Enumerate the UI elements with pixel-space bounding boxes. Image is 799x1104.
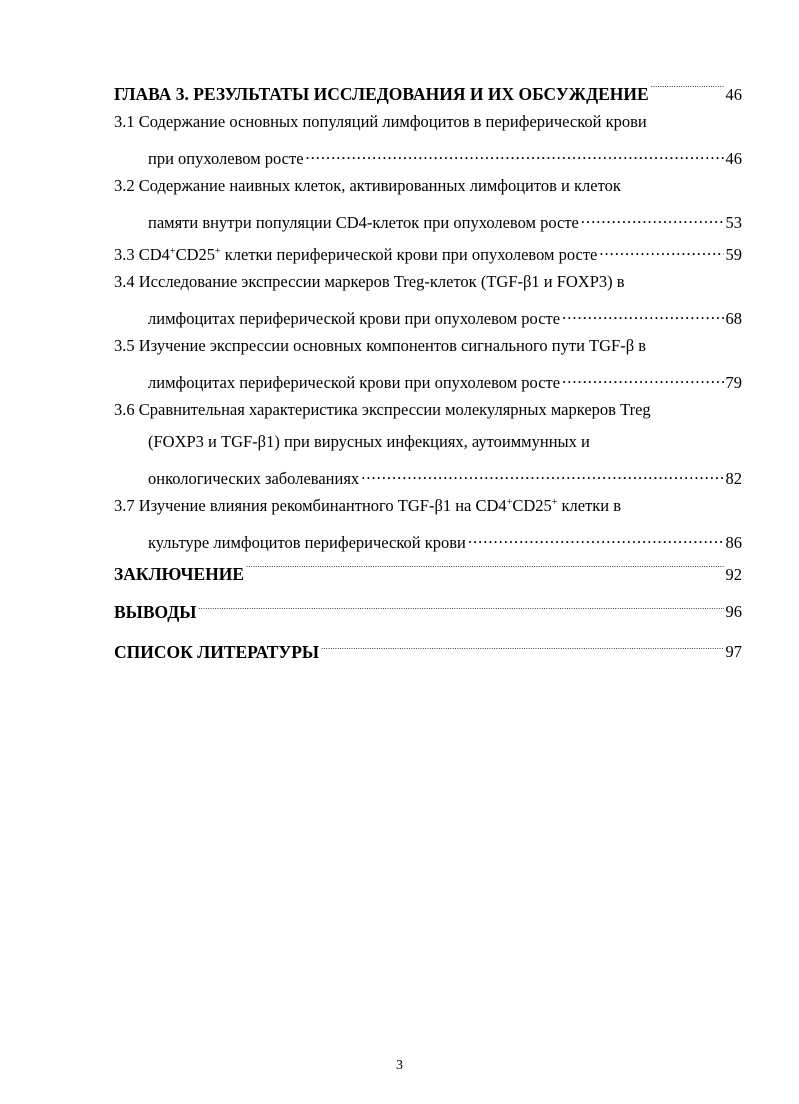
toc-entry-3-3[interactable] [114, 240, 742, 272]
toc-label-line: памяти внутри популяции CD4-клеток при опухолевом росте [148, 212, 579, 232]
leader-dots [246, 560, 723, 580]
toc-label-line: (FOXP3 и TGF-β1) при вирусных инфекциях, аутоиммунных и [148, 432, 590, 451]
toc-page: 86 [725, 532, 742, 552]
toc-page: 82 [725, 468, 742, 488]
toc-label: ВЫВОДЫ [114, 601, 197, 622]
leader-dots [321, 642, 723, 662]
toc-entry-3-7[interactable] [114, 496, 742, 560]
toc-label-line: 3.5 Изучение экспрессии основных компонентов сигнального пути TGF-β в [114, 336, 647, 355]
toc-label-line: лимфоцитах периферической крови при опухолевом росте [148, 372, 561, 392]
table-of-contents [114, 80, 742, 672]
toc-entry-references[interactable] [114, 632, 742, 672]
toc-label-line: 3.2 Содержание наивных клеток, активированных лимфоцитов и клеток [114, 176, 621, 195]
toc-page: 92 [725, 564, 742, 584]
toc-label-line: лимфоцитах периферической крови при опухолевом росте [148, 308, 561, 328]
toc-entry-3-6[interactable] [114, 400, 742, 496]
toc-entry-3-2[interactable] [114, 176, 742, 240]
toc-page: 79 [725, 372, 742, 392]
toc-page: 59 [725, 244, 742, 264]
leader-dots [581, 208, 724, 228]
leader-dots [199, 602, 724, 622]
toc-label-line: онкологических заболеваниях [148, 468, 360, 488]
leader-dots [599, 240, 723, 260]
toc-entry-3-1[interactable] [114, 112, 742, 176]
toc-label-line: 3.4 Исследование экспрессии маркеров Treg-клеток (TGF-β1 и FOXP3) в [114, 272, 625, 291]
toc-entry-conclusion[interactable] [114, 560, 742, 592]
toc-page: 97 [725, 642, 742, 661]
leader-dots [361, 464, 723, 484]
toc-page: 53 [725, 212, 742, 232]
toc-page: 46 [725, 148, 742, 168]
toc-label-line: культуре лимфоцитов периферической крови [148, 532, 466, 552]
leader-dots [306, 144, 724, 164]
toc-entry-3-4[interactable] [114, 272, 742, 336]
toc-entry-3-5[interactable] [114, 336, 742, 400]
toc-label: ЗАКЛЮЧЕНИЕ [114, 563, 245, 584]
toc-label-line: 3.6 Сравнительная характеристика экспрессии молекулярных маркеров Treg [114, 400, 651, 419]
toc-page: 68 [725, 308, 742, 328]
toc-label-line: 3.7 Изучение влияния рекомбинантного TGF-β1 на CD4+CD25+ клетки в [114, 496, 622, 515]
toc-entry-chapter-3[interactable] [114, 80, 742, 112]
leader-dots [651, 80, 724, 100]
leader-dots [562, 304, 723, 324]
toc-label: 3.3 CD4+CD25+ клетки периферической крови при опухолевом росте [114, 244, 598, 264]
leader-dots [562, 368, 723, 388]
toc-page: 46 [725, 84, 742, 104]
toc-label: СПИСОК ЛИТЕРАТУРЫ [114, 641, 320, 662]
toc-entry-findings[interactable] [114, 592, 742, 632]
toc-label-line: при опухолевом росте [148, 148, 304, 168]
toc-label-line: 3.1 Содержание основных популяций лимфоцитов в периферической крови [114, 112, 647, 131]
leader-dots [468, 528, 724, 548]
toc-page: 96 [725, 602, 742, 621]
toc-label: ГЛАВА 3. РЕЗУЛЬТАТЫ ИССЛЕДОВАНИЯ И ИХ ОБСУЖДЕНИЕ [114, 83, 649, 104]
page-number: 3 [396, 1058, 403, 1073]
